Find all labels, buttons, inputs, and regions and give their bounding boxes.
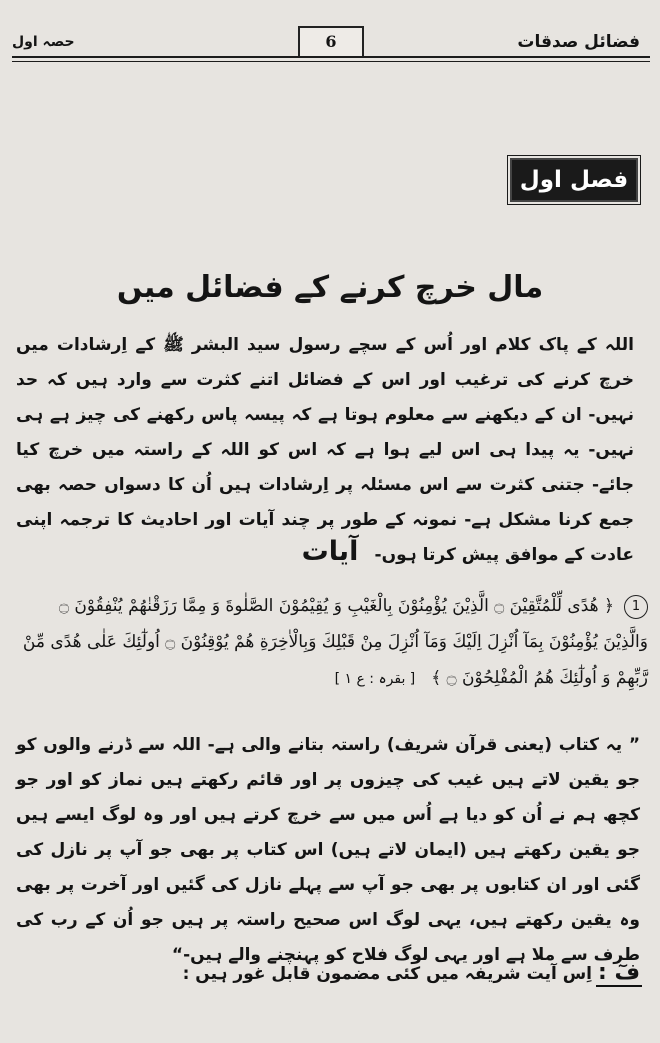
quran-verse xyxy=(14,588,648,697)
ayat-heading: آیات xyxy=(301,536,359,567)
note-label: فٓ : xyxy=(597,960,640,985)
verse-translation: ” یہ کتاب (یعنی قرآن شریف) راستہ بتانے والی ہے- اللہ سے ڈرنے والوں کو جو یقین لاتے ہیں غیب کی چیزوں پر اور قائم رکھتے ہیں نماز کو اور جو کچھ ہم نے اُن کو دیا ہے اُس میں سے خرچ کرتے ہیں اور وہ لوگ ایسے ہیں جو یقین رکھتے ہیں (ایمان لاتے ہیں) اس کتاب پر بھی جو آپ پر نازل کی گئی اور ان کتابوں پر بھی جو آپ سے پہلے نازل کی گئیں اور آخرت پر بھی وہ یقین رکھتے ہیں، یہی لوگ اس صحیح راستہ پر ہیں جو اُن کے رب کی طرف سے ملا ہے اور یہی لوگ فلاح کو پہنچنے والے ہیں-“ xyxy=(16,735,640,965)
book-title: فضائل صدقات xyxy=(517,32,640,52)
section-badge: فصل اول xyxy=(510,158,638,202)
page-number: 6 xyxy=(298,26,364,58)
note-line xyxy=(183,960,642,985)
note-text: اِس آیت شریفہ میں کئی مضمون قابل غور ہیں : xyxy=(182,964,592,984)
verse-reference: [ بقرہ : ع ١ ] xyxy=(334,671,416,687)
verse-text: ﴿ هُدًى لِّلْمُتَّقِيْنَ ۝ الَّذِيْنَ يُؤْمِنُوْنَ بِالْغَيْبِ وَ يُقِيْمُوْنَ الصَّلٰوةَ وَ مِمَّا رَزَقْنٰهُمْ يُنْفِقُوْنَ ۝ وَالَّذِيْنَ يُؤْمِنُوْنَ بِمَآ اُنْزِلَ اِلَيْكَ وَمَآ اُنْزِلَ مِنْ قَبْلِكَ وَبِالْاٰخِرَةِ هُمْ يُوْقِنُوْنَ ۝ اُولٰٓئِكَ عَلٰى هُدًى مِّنْ رَّبِّهِمْ وَ اُولٰٓئِكَ هُمُ الْمُفْلِحُوْنَ ۝ ﴾ xyxy=(22,596,648,688)
intro-paragraph: اللہ کے پاک کلام اور اُس کے سچے رسول سید البشر ﷺ کے اِرشادات میں خرچ کرنے کی ترغیب اور اس کے فضائل اتنے کثرت سے وارد ہیں کہ حد نہیں- ان کے دیکھنے سے معلوم ہوتا ہے کہ پیسہ پاس رکھنے کی چیز ہے ہی نہیں- یہ پیدا ہی اس لیے ہوا ہے کہ اس کو اللہ کے راستہ میں خرچ کیا جائے- جتنی کثرت سے اس مسئلہ پر اِرشادات ہیں اُن کا دسواں حصہ بھی جمع کرنا مشکل ہے- نمونہ کے طور پر چند آیات اور احادیث کا ترجمہ اپنی عادت کے موافق پیش کرتا ہوں- xyxy=(16,335,634,565)
chapter-title: مال خرچ کرنے کے فضائل میں xyxy=(116,270,544,305)
part-label: حصہ اول xyxy=(12,34,75,50)
header-rule-thin xyxy=(12,61,650,62)
verse-number: 1 xyxy=(624,595,648,619)
header-rule-thick xyxy=(12,56,650,58)
